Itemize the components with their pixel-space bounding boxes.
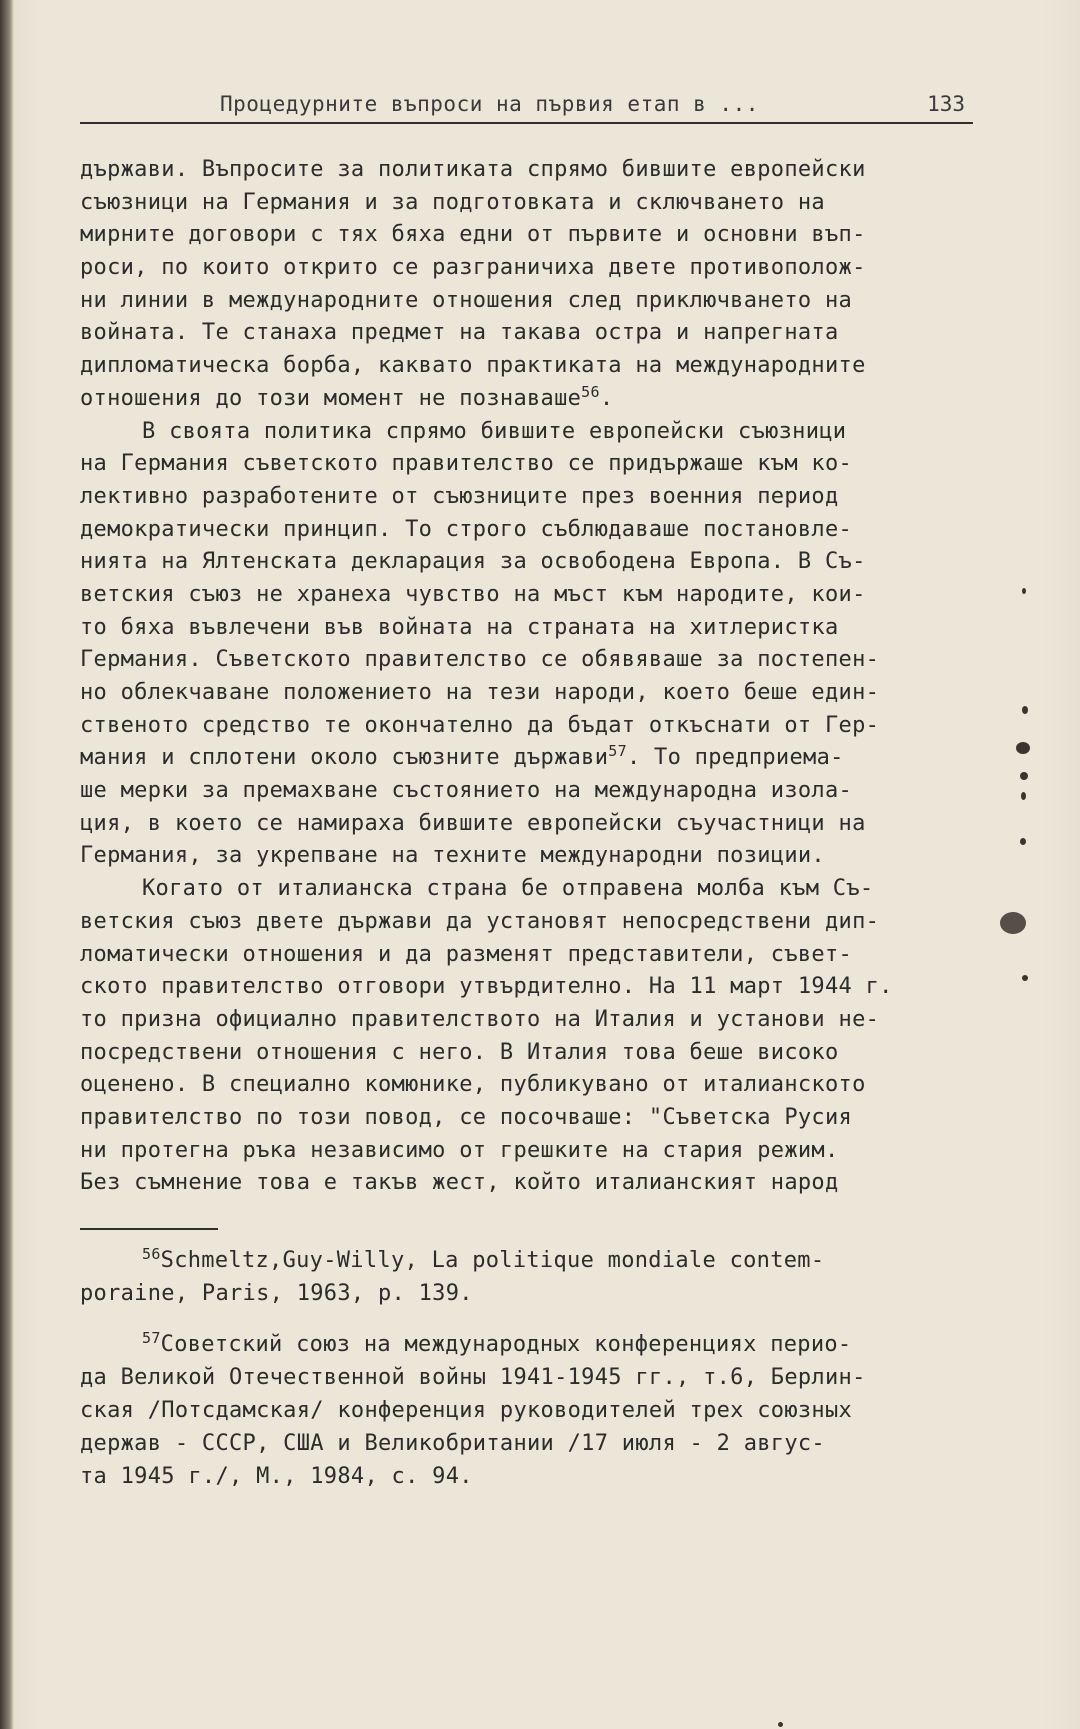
footnote-text: Schmeltz,Guy-Willy, La politique mondiale contem-	[160, 1248, 825, 1273]
page-spine-shadow	[0, 0, 14, 1729]
running-head	[80, 92, 973, 124]
text-line: Германия, за укрепване на техните международни позиции.	[80, 843, 825, 869]
footnote-text: Советский союз на международных конференциях перио-	[160, 1332, 852, 1357]
footnote-number: 56	[142, 1245, 161, 1263]
text-line: ни протегна ръка независимо от грешките на стария режим.	[80, 1137, 839, 1163]
text-segment: отношения до този момент не познаваше	[80, 385, 582, 411]
text-line: лективно разработените от съюзниците през военния период	[80, 483, 839, 509]
footnote-line: та 1945 г./, М., 1984, с. 94.	[80, 1464, 473, 1489]
ink-speck	[1022, 588, 1026, 594]
ink-speck	[1000, 912, 1026, 934]
footnote-57	[80, 1328, 990, 1493]
text-line: то бяха въвлечени във войната на страната на хитлеристка	[80, 614, 839, 640]
main-text	[80, 154, 990, 1200]
footnote-number: 57	[142, 1329, 161, 1347]
footnote-line	[80, 1244, 990, 1277]
text-line: съюзници на Германия и за подготовката и сключването на	[80, 189, 825, 215]
text-line: правителство по този повод, се посочваше: "Съветска Русия	[80, 1104, 853, 1130]
page-number: 133	[927, 92, 965, 116]
text-line: то призна официално правителството на Италия и установи не-	[80, 1006, 880, 1032]
text-line: посредствени отношения с него. В Италия това беше високо	[80, 1039, 839, 1065]
footnote-line: poraine, Paris, 1963, p. 139.	[80, 1281, 473, 1306]
text-line: Без съмнение това е такъв жест, който италианският народ	[80, 1170, 839, 1196]
text-line: дипломатическа борба, каквато практиката на международните	[80, 353, 866, 379]
text-line: войната. Те станаха предмет на такава остра и напрегната	[80, 320, 839, 346]
footnote-line: держав - СССР, США и Великобритании /17 июля - 2 авгус-	[80, 1431, 825, 1456]
paragraph-start-line: Когато от италианска страна бе отправена молба към Съ-	[142, 876, 874, 902]
text-line: ветския съюз двете държави да установят непосредствени дип-	[80, 908, 880, 934]
text-line: ското правителство отговори утвърдително. На 11 март 1944 г.	[80, 974, 893, 1000]
text-segment: . То предприема-	[626, 745, 844, 771]
text-line: държави. Въпросите за политиката спрямо бившите европейски	[80, 157, 866, 182]
text-line: но облекчаване положението на тези народи, което беше един-	[80, 680, 880, 705]
ink-speck	[1016, 742, 1030, 754]
ink-speck	[1020, 838, 1026, 845]
ink-speck	[1022, 706, 1028, 714]
footnote-line	[80, 1328, 990, 1361]
text-line: роси, по които открито се разграничиха двете противополож-	[80, 255, 866, 281]
running-title: Процедурните въпроси на първия етап в ...	[220, 92, 759, 116]
text-line: нията на Ялтенската декларация за освободена Европа. В Съ-	[80, 549, 866, 575]
paragraph-start-line: В своята политика спрямо бившите европейски съюзници	[142, 418, 847, 444]
footnote-separator	[80, 1228, 218, 1230]
text-line: демократически принцип. То строго съблюдаваше постановле-	[80, 516, 853, 542]
footnote-line: ская /Потсдамская/ конференция руководителей трех союзных	[80, 1398, 853, 1423]
text-segment: мания и сплотени около съюзните държави	[80, 745, 609, 771]
text-segment: .	[599, 385, 614, 411]
text-line: ственото средство те окончателно да бъдат откъснати от Гер-	[80, 712, 880, 738]
text-line: мирните договори с тях бяха едни от първите и основни въп-	[80, 222, 866, 248]
ink-speck	[778, 1722, 783, 1727]
ink-speck	[1022, 975, 1028, 981]
text-line: ни линии в международните отношения след приключването на	[80, 287, 853, 313]
footnotes	[80, 1244, 990, 1511]
footnote-ref-56: 56	[581, 382, 600, 401]
text-line: оценено. В специално комюнике, публикувано от италианското	[80, 1072, 866, 1098]
ink-speck	[1021, 792, 1026, 800]
text-line: ция, в което се намираха бившите европейски съучастници на	[80, 810, 866, 836]
text-line: Германия. Съветското правителство се обявяваше за постепен-	[80, 647, 880, 673]
text-line: ше мерки за премахване състоянието на международна изола-	[80, 778, 853, 804]
text-line	[80, 383, 990, 416]
footnote-ref-57: 57	[608, 742, 627, 761]
text-line: ветския съюз не хранеха чувство на мъст към народите, кои-	[80, 581, 866, 607]
footnote-line: да Великой Отечественной войны 1941-1945 гг., т.6, Берлин-	[80, 1365, 866, 1390]
text-line: на Германия съветското правителство се придържаше към ко-	[80, 451, 853, 477]
footnote-56	[80, 1244, 990, 1310]
text-line: ломатически отношения и да разменят представители, съвет-	[80, 941, 853, 967]
ink-speck	[1020, 772, 1028, 780]
text-line	[80, 742, 990, 775]
